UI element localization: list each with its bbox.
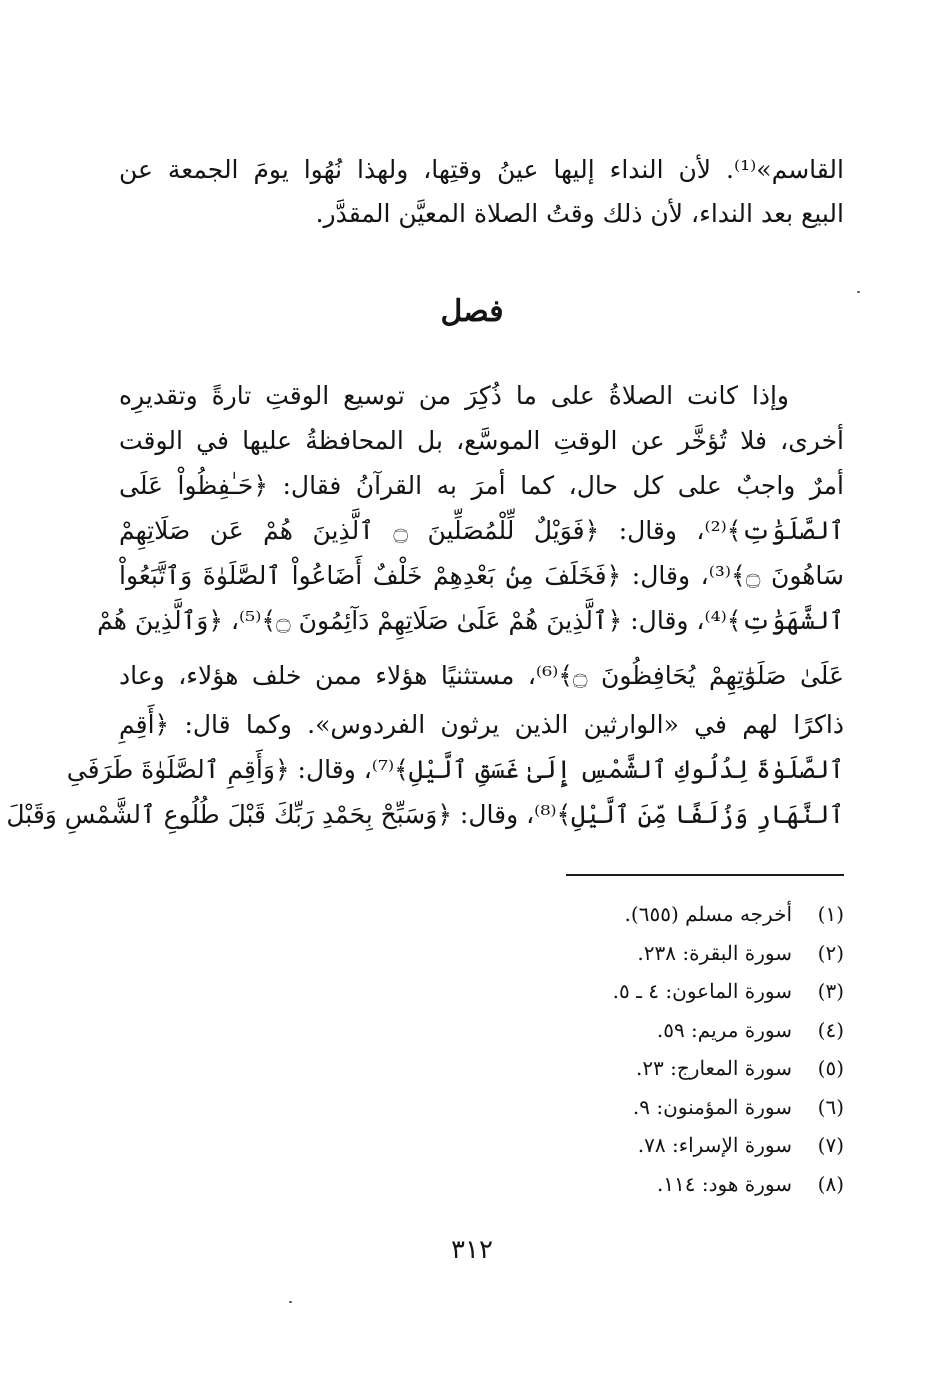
footnote-item [544, 1088, 844, 1127]
footnote-separator [566, 874, 844, 876]
footnote-item [544, 1165, 844, 1204]
footnote-text: سورة الماعون: ٤ ـ ٥. [612, 979, 792, 1003]
page-number: ٣١٢ [451, 1235, 493, 1265]
footnote-text: سورة المؤمنون: ٩. [632, 1094, 792, 1119]
footnote-item [544, 1011, 844, 1050]
footnote-item [544, 934, 844, 973]
footnote-item [544, 1049, 844, 1088]
text-line: ذاكرًا لهم في «الوارثين الذين يرثون الفردوس». وكما قال: ﴿أَقِمِ [119, 710, 844, 739]
footnote-text: سورة الإسراء: ٧٨. [637, 1133, 792, 1157]
footnote-number: (٤) [817, 1017, 844, 1042]
text-line: ٱلنَّهَارِ وَزُلَفًا مِّنَ ٱلَّيْلِ﴾⁽⁸⁾، وقال: ﴿وَسَبِّحْ بِحَمْدِ رَبِّكَ قَبْلَ طُلُوعِ ٱلشَّمْسِ وَقَبْلَ [6, 800, 844, 829]
footnote-text: أخرجه مسلم (٦٥٥). [624, 902, 792, 926]
footnote-item [544, 895, 844, 934]
footnote-text: سورة مريم: ٥٩. [656, 1017, 792, 1042]
text-line: ٱلشَّهَوَٰتِ﴾⁽⁴⁾، وقال: ﴿ٱلَّذِينَ هُمْ عَلَىٰ صَلَاتِهِمْ دَآئِمُونَ ۝﴾⁽⁵⁾، ﴿وَٱلَّذِينَ هُمْ [97, 606, 844, 635]
footnote-item [544, 972, 844, 1011]
text-line: البيع بعد النداء، لأن ذلك وقتُ الصلاة المعيَّن المقدَّر. [315, 199, 844, 228]
footnote-number: (٧) [817, 1133, 844, 1157]
scan-speck [289, 1301, 292, 1303]
footnote-number: (٣) [817, 979, 844, 1003]
footnotes-list [544, 895, 844, 1203]
footnote-number: (٦) [817, 1094, 844, 1119]
text-line: ٱلصَّلَوٰةَ لِدُلُوكِ ٱلشَّمْسِ إِلَىٰ غَسَقِ ٱلَّيْلِ﴾⁽⁷⁾، وقال: ﴿وَأَقِمِ ٱلصَّلَوٰةَ طَرَفَىِ [66, 755, 844, 784]
text-line: سَاهُونَ ۝﴾⁽³⁾، وقال: ﴿فَخَلَفَ مِنۢ بَعْدِهِمْ خَلْفٌ أَضَاعُواْ ٱلصَّلَوٰةَ وَٱتَّبَعُواْ [119, 561, 844, 590]
section-heading: فصل [440, 294, 504, 329]
text-line: ٱلصَّلَوَٰتِ﴾⁽²⁾، وقال: ﴿فَوَيْلٌ لِّلْمُصَلِّينَ ۝ ٱلَّذِينَ هُمْ عَن صَلَاتِهِمْ [119, 516, 844, 545]
footnote-number: (٥) [817, 1056, 844, 1080]
text-line: أخرى، فلا تُؤخَّر عن الوقتِ الموسَّع، بل المحافظةُ عليها في الوقت [119, 426, 844, 455]
text-line: عَلَىٰ صَلَوَٰتِهِمْ يُحَافِظُونَ ۝﴾⁽⁶⁾، مستثنيًا هؤلاء ممن خلف هؤلاء، وعاد [119, 661, 844, 690]
footnote-number: (٢) [817, 940, 844, 965]
footnote-item [544, 1126, 844, 1165]
text-line: أمرٌ واجبٌ على كل حال، كما أمرَ به القرآنُ فقال: ﴿حَـٰفِظُواْ عَلَى [119, 471, 844, 500]
footnote-number: (١) [817, 902, 844, 926]
footnote-number: (٨) [817, 1171, 844, 1196]
text-line: القاسم»⁽¹⁾. لأن النداء إليها عينُ وقتِها، ولهذا نُهُوا يومَ الجمعة عن [119, 155, 844, 184]
footnote-text: سورة المعارج: ٢٣. [635, 1056, 792, 1080]
scan-speck [857, 291, 860, 293]
footnote-text: سورة البقرة: ٢٣٨. [637, 940, 792, 965]
text-line-indented: وإذا كانت الصلاةُ على ما ذُكِرَ من توسيع الوقتِ تارةً وتقديرِه [119, 381, 789, 410]
footnote-text: سورة هود: ١١٤. [656, 1171, 792, 1196]
